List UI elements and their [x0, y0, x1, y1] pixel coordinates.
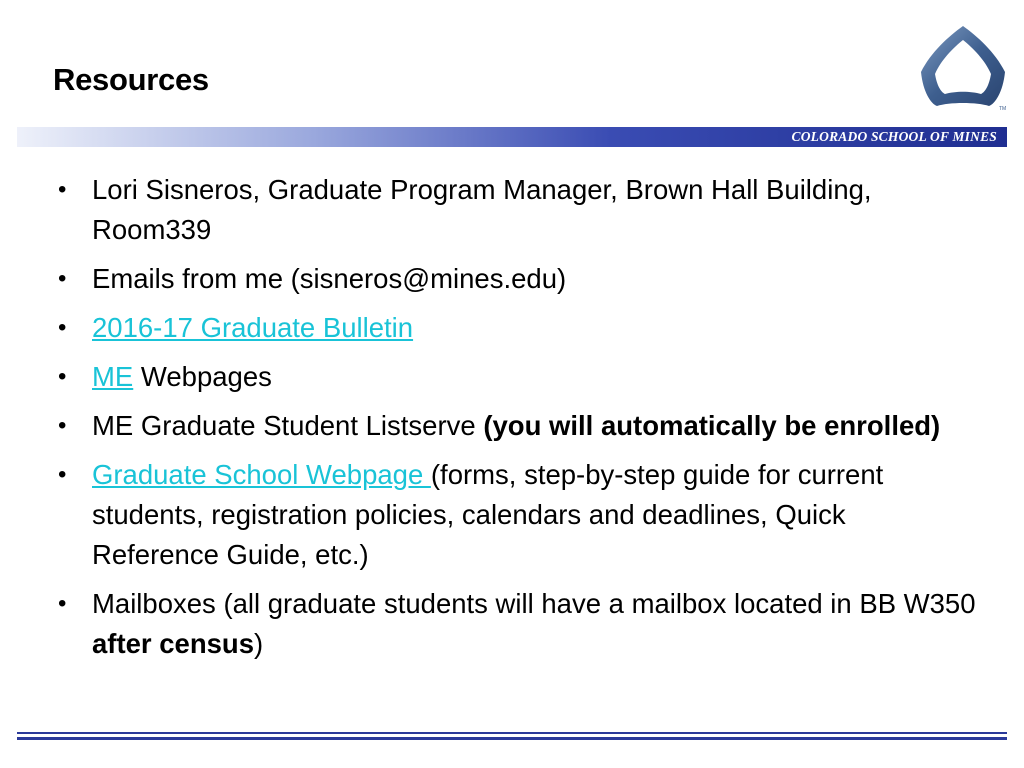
mines-logo-icon: [919, 22, 1007, 114]
bullet-list: [58, 170, 978, 673]
bullet-emphasis: (you will automatically be enrolled): [483, 410, 941, 441]
bullet-icon: •: [58, 176, 67, 203]
bullet-text: Webpages: [133, 361, 272, 392]
bullet-text: (forms, step-by-step guide for current students, registration policies, calendars and deadlines, Quick Reference Guide, etc.): [92, 459, 884, 570]
list-item: [58, 455, 978, 575]
bullet-icon: •: [58, 412, 67, 439]
slide-title: Resources: [53, 62, 209, 97]
bullet-text: Lori Sisneros, Graduate Program Manager, Brown Hall Building, Room339: [92, 174, 872, 245]
bullet-icon: •: [58, 590, 67, 617]
me-webpages-link[interactable]: ME: [92, 361, 134, 392]
list-item: [58, 357, 978, 397]
bullet-icon: •: [58, 265, 67, 292]
footer-divider: [17, 732, 1007, 742]
bullet-icon: •: [58, 363, 67, 390]
bullet-text-end: ): [254, 628, 264, 659]
bullet-emphasis: after census: [92, 628, 255, 659]
list-item: [58, 406, 978, 446]
bullet-text: Mailboxes (all graduate students will have a mailbox located in BB W350: [92, 588, 976, 619]
school-name: COLORADO SCHOOL OF MINES: [791, 129, 997, 144]
header-bar: [17, 127, 1007, 147]
bullet-icon: •: [58, 314, 67, 341]
list-item: [58, 259, 978, 299]
bullet-text: Emails from me (sisneros@mines.edu): [92, 263, 567, 294]
bullet-text: ME Graduate Student Listserve: [92, 410, 484, 441]
svg-text:TM: TM: [999, 106, 1007, 112]
list-item: [58, 170, 978, 250]
list-item: [58, 308, 978, 348]
graduate-bulletin-link[interactable]: 2016-17 Graduate Bulletin: [92, 312, 414, 343]
graduate-school-webpage-link[interactable]: Graduate School Webpage: [92, 459, 431, 490]
list-item: [58, 584, 978, 664]
bullet-icon: •: [58, 461, 67, 488]
